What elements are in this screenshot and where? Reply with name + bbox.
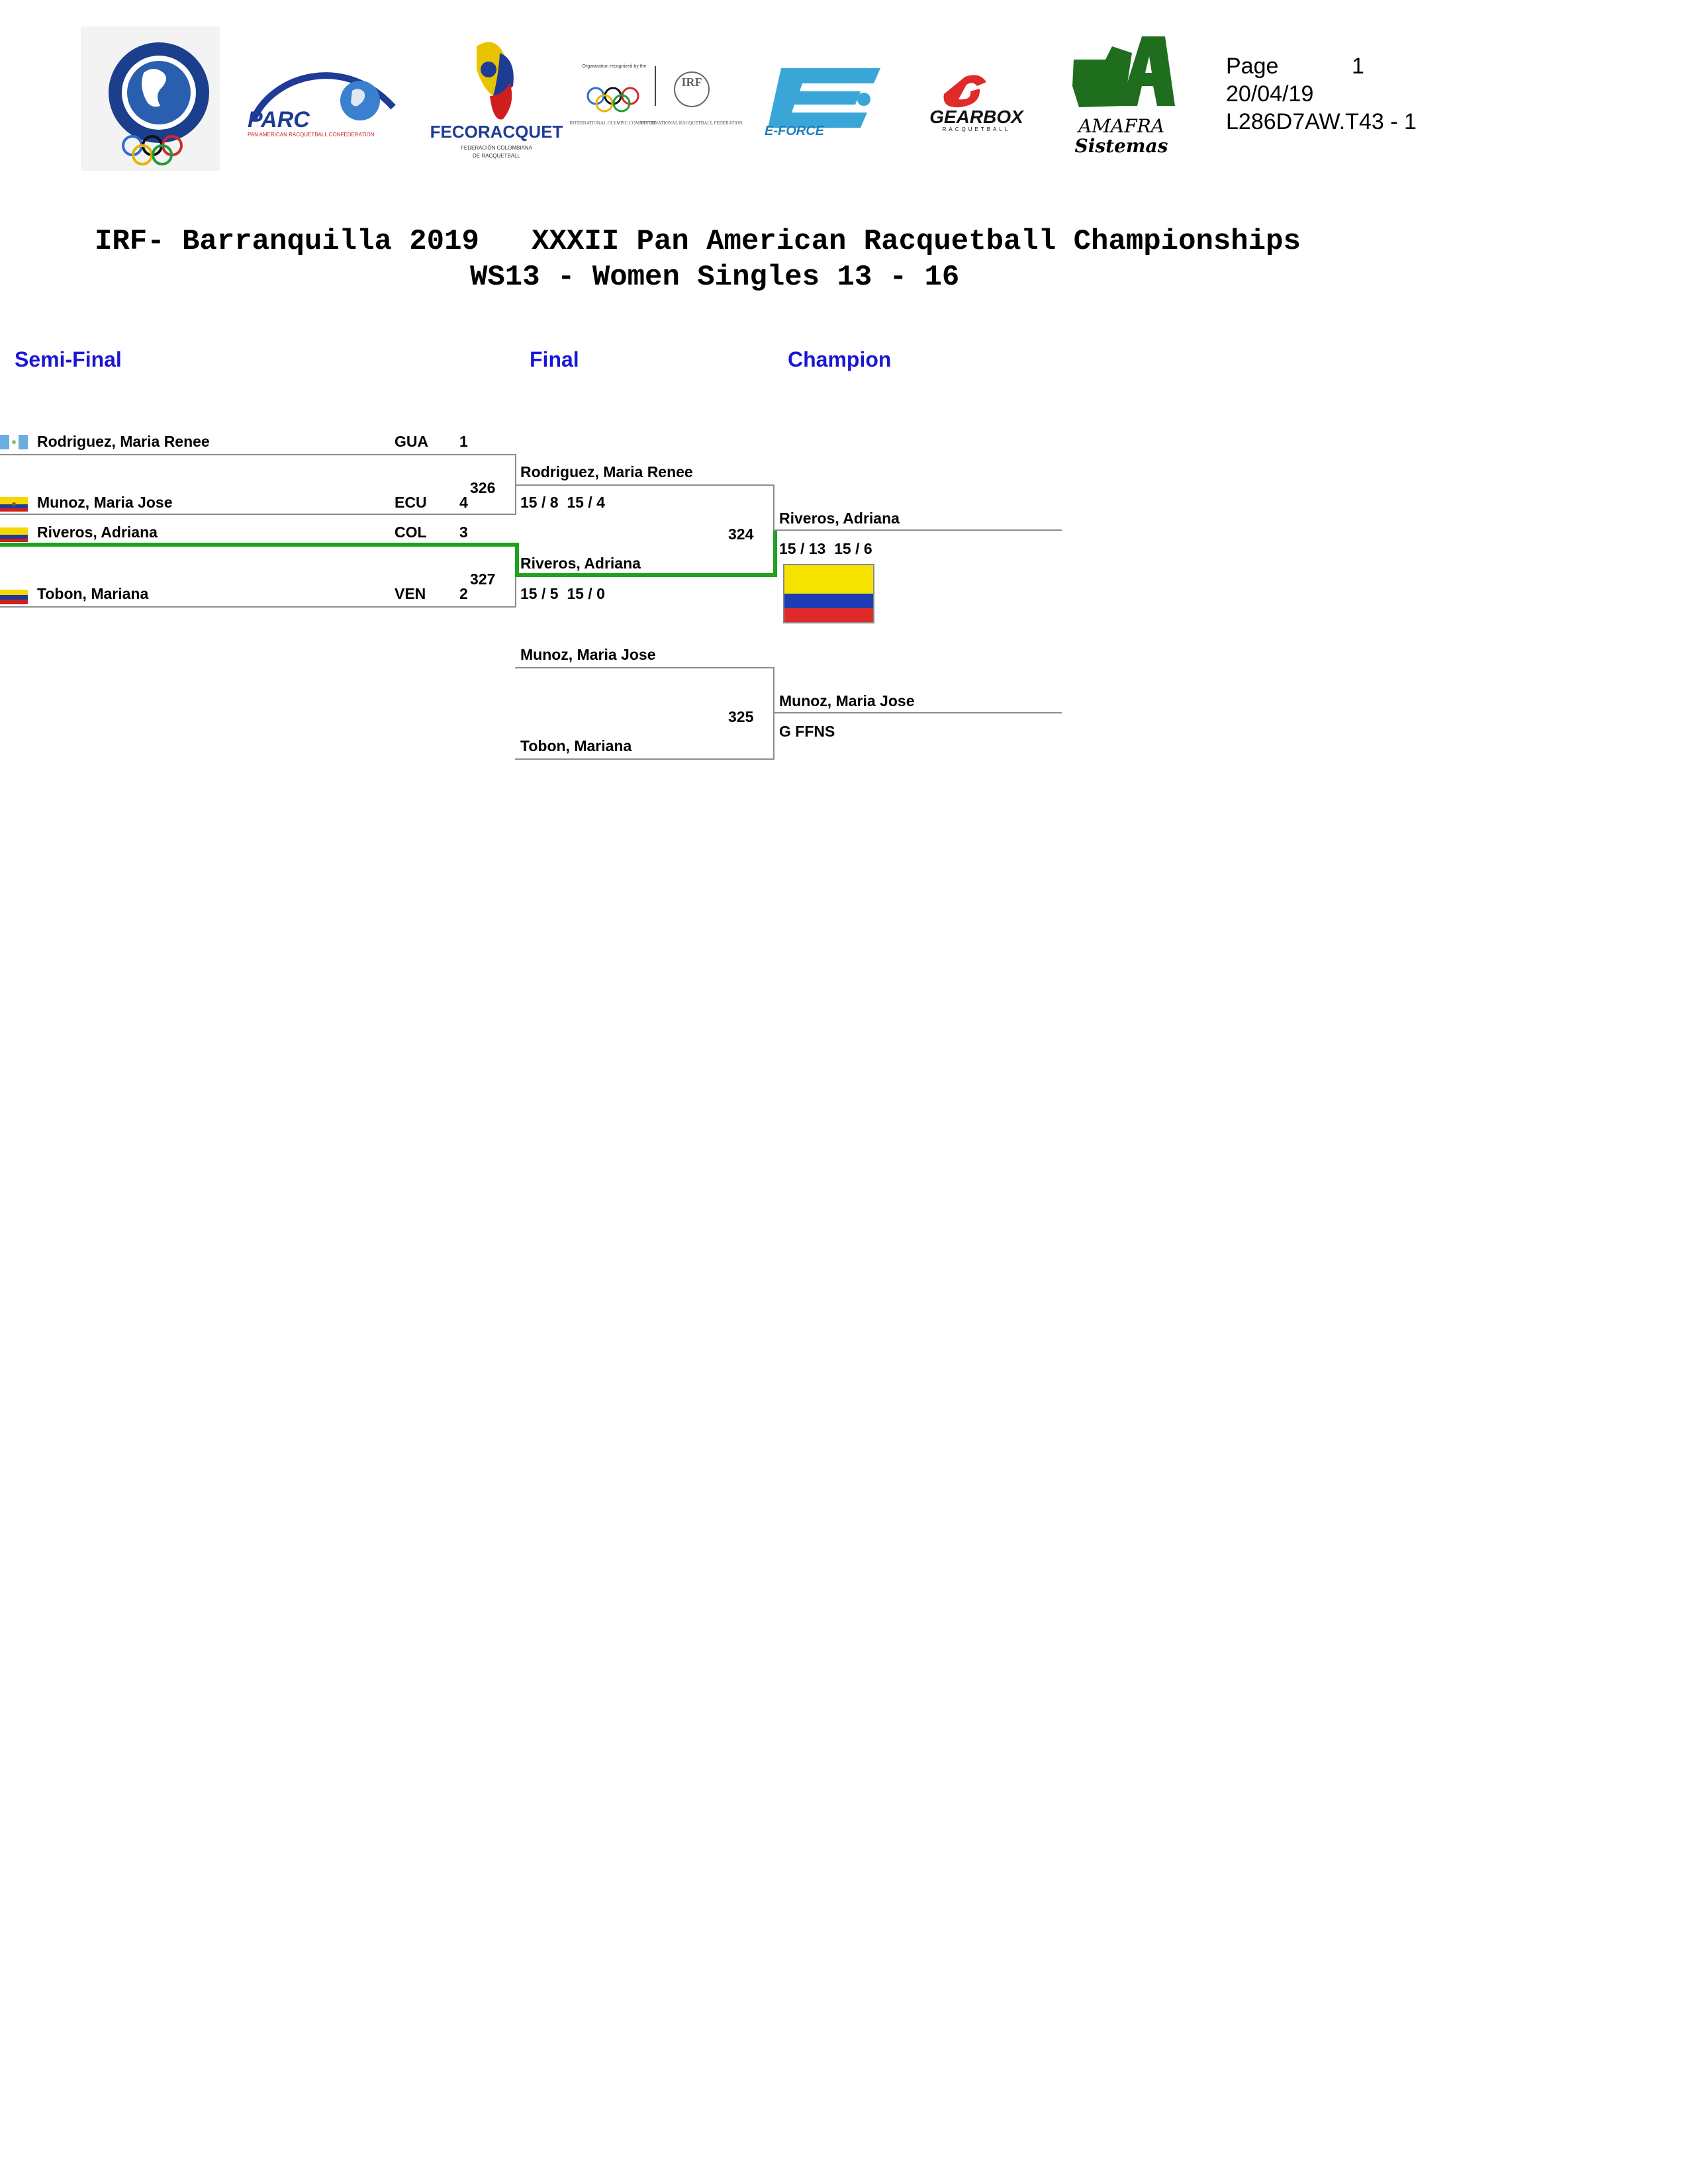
report-date: 20/04/19: [1226, 81, 1314, 107]
amafra-subtitle: Sistemas: [1074, 135, 1168, 157]
parc-logo: [246, 61, 402, 140]
eforce-logo: [761, 65, 887, 138]
bracket-line: [0, 454, 516, 455]
player-name: Munoz, Maria Jose: [37, 494, 173, 511]
winner-path-line: [0, 543, 519, 547]
player-seed: 4: [459, 494, 468, 511]
champion-name: Riveros, Adriana: [779, 510, 900, 527]
player-country: GUA: [395, 433, 429, 450]
flag-ecuador-icon: [0, 497, 28, 512]
final-bottom-name: Riveros, Adriana: [520, 555, 641, 572]
player-country: ECU: [395, 494, 427, 511]
player-seed: 1: [459, 433, 468, 450]
round-label-final: Final: [530, 347, 579, 371]
irf-mark: IRF: [681, 75, 702, 89]
draw-title: WS13 - Women Singles 13 - 16: [470, 261, 960, 294]
third-winner-name: Munoz, Maria Jose: [779, 692, 915, 709]
bracket-line: [773, 712, 1062, 713]
winner-path-connector: [515, 543, 519, 576]
panam-sports-logo: [81, 26, 220, 171]
ioc-irf-logo: [569, 60, 743, 146]
third-winner-result: G FFNS: [779, 723, 835, 740]
irf-label: INTERNATIONAL RACQUETBALL FEDERATION: [641, 120, 743, 126]
ioc-label: INTERNATIONAL OLYMPIC COMMITTEE: [569, 120, 657, 126]
bracket-line: [0, 606, 516, 608]
third-top-name: Munoz, Maria Jose: [520, 646, 656, 663]
third-bottom-name: Tobon, Mariana: [520, 737, 632, 754]
report-code: L286D7AW.T43 - 1: [1226, 109, 1417, 134]
champion-flag-colombia-icon: [783, 564, 874, 623]
player-name: Tobon, Mariana: [37, 585, 149, 602]
match-number-324: 324: [728, 525, 754, 543]
gearbox-subtitle: RACQUETBALL: [942, 126, 1011, 132]
bracket-connector: [773, 484, 774, 531]
flag-venezuela-icon: [0, 590, 28, 604]
match-number-326: 326: [470, 479, 496, 496]
bracket-line: [773, 529, 1062, 531]
player-country: VEN: [395, 585, 426, 602]
round-label-champion: Champion: [788, 347, 892, 371]
flag-guatemala-icon: [0, 435, 28, 449]
page-label: Page: [1226, 54, 1279, 79]
fecoracquet-sub1: FEDERACIÓN COLOMBIANA: [460, 145, 533, 151]
player-name: Rodriguez, Maria Renee: [37, 433, 210, 450]
final-bottom-score: 15 / 5 15 / 0: [520, 585, 605, 602]
fecoracquet-logo: [430, 33, 563, 165]
player-country: COL: [395, 523, 427, 541]
event-title: IRF- Barranquilla 2019 XXXII Pan American Racquetball Championships: [95, 225, 1301, 258]
parc-subtitle: PAN AMERICAN RACQUETBALL CONFEDERATION: [248, 132, 375, 138]
flag-colombia-icon: [0, 527, 28, 542]
champion-score: 15 / 13 15 / 6: [779, 540, 872, 557]
page-number: 1: [1352, 54, 1364, 79]
bracket-connector: [515, 574, 516, 608]
gearbox-logo: [914, 71, 1039, 132]
eforce-wordmark: E-FORCE: [765, 124, 824, 138]
player-seed: 2: [459, 585, 468, 602]
match-number-325: 325: [728, 708, 754, 725]
bracket-line: [0, 514, 516, 515]
bracket-line: [515, 667, 774, 668]
bracket-line: [515, 484, 774, 486]
winner-path-line: [515, 573, 777, 577]
gearbox-wordmark: GEARBOX: [929, 107, 1023, 127]
final-top-name: Rodriguez, Maria Renee: [520, 463, 693, 480]
player-name: Riveros, Adriana: [37, 523, 158, 541]
match-number-327: 327: [470, 570, 496, 588]
player-seed: 3: [459, 523, 468, 541]
fecoracquet-sub2: DE RACQUETBALL: [472, 153, 521, 159]
amafra-logo: [1066, 33, 1185, 163]
bracket-connector: [773, 667, 774, 760]
round-label-semifinal: Semi-Final: [15, 347, 122, 371]
amafra-wordmark: AMAFRA: [1078, 115, 1164, 137]
winner-path-connector: [773, 529, 777, 577]
fecoracquet-wordmark: FECORACQUET: [430, 122, 563, 142]
parc-wordmark: PARC: [248, 107, 310, 132]
ioc-recognized-text: Organization recognized by the: [582, 64, 647, 69]
final-top-score: 15 / 8 15 / 4: [520, 494, 605, 511]
bracket-line: [515, 758, 774, 760]
